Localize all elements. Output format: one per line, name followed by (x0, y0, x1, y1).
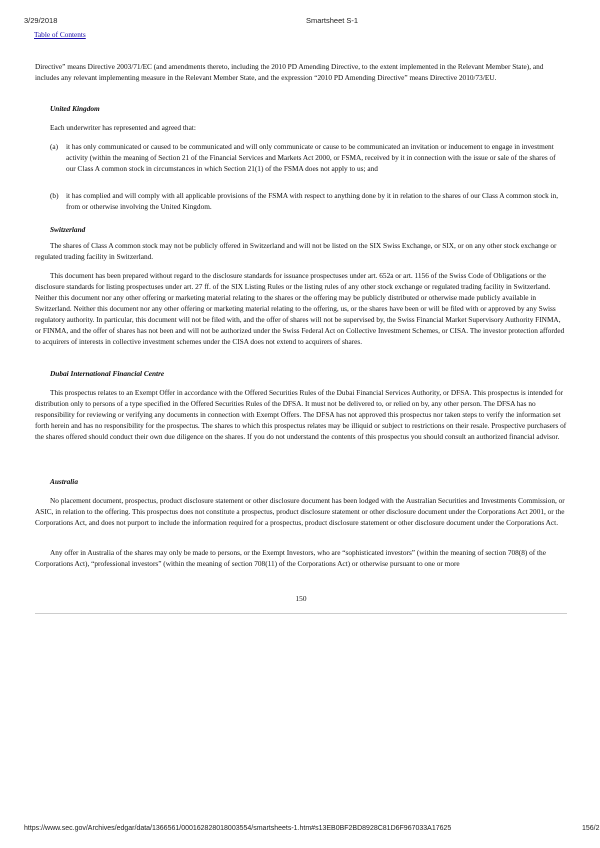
uk-lead: Each underwriter has represented and agreed that: (50, 123, 196, 132)
print-title: Smartsheet S-1 (306, 16, 359, 25)
heading-australia: Australia (50, 477, 78, 486)
heading-switzerland: Switzerland (50, 225, 86, 234)
australia-paragraph-1: No placement document, prospectus, product disclosure statement or other disclosure document has been lodged with the Australian Securities and Investments Commission, or ASIC, in relation to the offering. This prospectus does not constitute a prospectus, product disclosure statement or other disclosure document under the Corporations Act 2001, or the Corporations Act, and does not purport to include the information required for a prospectus, product disclosure statement or other disclosure document under the Corporations Act. (35, 496, 565, 527)
item-label: (b) (50, 191, 59, 200)
switzerland-paragraph-2: This document has been prepared without regard to the disclosure standards for issuance prospectuses under art. 652a or art. 1156 of the Swiss Code of Obligations or the disclosure standards for listing prospectuses under art. 27 ff. of the SIX Listing Rules or the listing rules of any other stock exchange or regulated trading facility in Switzerland. Neither this document nor any other offering or marketing material relating to the shares or the offering may be publicly distributed or otherwise made publicly available in Switzerland. Neither this document nor any other offering or marketing material relating to the offering, us, or the shares have been or will be filed with or approved by any Swiss regulatory authority. In particular, this document will not be filed with, and the offer of shares will not be supervised by, the Swiss Financial Market Supervisory Authority FINMA, or FINMA, and the offer of shares has not been and will not be authorized under the Swiss Federal Act on Collective Investment Schemes, or CISA. The investor protection afforded to acquirers of interests in collective investment schemes under the CISA does not extend to acquirers of shares. (35, 271, 565, 346)
item-text: it has only communicated or caused to be communicated and will only communicate or cause to be communicated an invitation or inducement to engage in investment activity (within the meaning of Section 21 of the Financial Services and Markets Act 2000, or FSMA, received by it in connection with the issue or sale of the shares of our Class A common stock in circumstances in which Section 21(1) of the FSMA does not apply to us; and (66, 142, 556, 173)
footer-url: https://www.sec.gov/Archives/edgar/data/1366561/000162828018003554/smartsheets-1.htm#s13EB0BF2BD8928C81D6F967033A17625 (24, 825, 452, 832)
page-divider (35, 613, 567, 614)
intro-paragraph: Directive” means Directive 2003/71/EC (and amendments thereto, including the 2010 PD Amending Directive, to the extent implemented in the Relevant Member State), and includes any relevant implementing measure in the Relevant Member State, and the expression “2010 PD Amending Directive” means Directive 2010/73/EU. (35, 62, 544, 82)
uk-item-a (50, 141, 567, 174)
heading-dubai: Dubai International Financial Centre (50, 369, 165, 378)
australia-paragraph-2: Any offer in Australia of the shares may only be made to persons, or the Exempt Investors, who are “sophisticated investors” (within the meaning of section 708(8) of the Corporations Act), “professional investors” (within the meaning of section 708(11) of the Corporations Act) or otherwise pursuant to one or more (35, 548, 546, 568)
footer-page: 156/2 (582, 825, 600, 832)
table-of-contents-link[interactable]: Table of Contents (34, 30, 86, 39)
switzerland-paragraph-1: The shares of Class A common stock may not be publicly offered in Switzerland and will not be listed on the SIX Swiss Exchange, or SIX, or on any other stock exchange or regulated trading facility in Switzerland. (35, 241, 557, 261)
toc-link-wrap (34, 29, 566, 40)
dubai-paragraph: This prospectus relates to an Exempt Offer in accordance with the Offered Securities Rules of the Dubai Financial Services Authority, or DFSA. This prospectus is intended for distribution only to persons of a type specified in the Offered Securities Rules of the DFSA. It must not be delivered to, or relied on by, any other person. The DFSA has no responsibility for reviewing or verifying any documents in connection with Exempt Offers. The DFSA has not approved this prospectus nor taken steps to verify the information set forth herein and has no responsibility for the prospectus. The shares to which this prospectus relates may be illiquid or subject to restrictions on their resale. Prospective purchasers of the shares offered should conduct their own due diligence on the shares. If you do not understand the contents of this prospectus you should consult an authorized financial advisor. (35, 388, 567, 441)
print-date: 3/29/2018 (24, 16, 58, 25)
heading-united-kingdom: United Kingdom (50, 104, 100, 113)
uk-item-b (50, 190, 567, 212)
page-number: 150 (295, 594, 307, 603)
item-label: (a) (50, 142, 59, 151)
item-text: it has complied and will comply with all applicable provisions of the FSMA with respect to anything done by it in relation to the shares of our Class A common stock in, from or otherwise involving the United Kingdom. (66, 191, 559, 211)
